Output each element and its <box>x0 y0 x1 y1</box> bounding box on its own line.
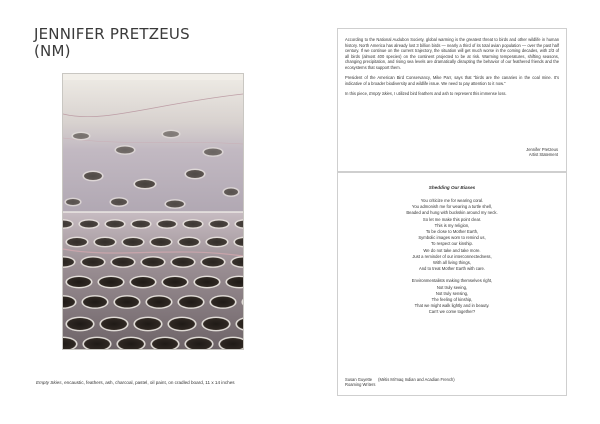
caption-details: , encaustic, feathers, ash, charcoal, pastel, oil paint, on cradled board, 11 x 14 inches <box>61 380 235 385</box>
artist-state: (NM) <box>34 42 71 60</box>
poem-line: Not truly seeing, <box>436 284 468 290</box>
poem-line: To be close to Mother Earth, <box>425 229 479 235</box>
artwork-image <box>62 73 244 350</box>
poem-author: Susan Guyette <box>345 377 373 382</box>
statement-paragraph-2: President of the American Bird Conservancy, Mike Parr, says that "birds are the canaries in the coal mine. It's indicative of a broader biodiversity and wildlife issue. We need to pay attention to it now." <box>345 75 559 86</box>
poem-line: This is my religion, <box>434 222 470 228</box>
poem-line: So let me make this point clear. <box>422 216 482 222</box>
poem-line: You admonish me for wearing a turtle shell, <box>411 204 493 210</box>
artist-statement-panel <box>337 28 567 172</box>
statement-p3-before: In this piece, <box>345 90 370 96</box>
artwork-caption <box>36 380 235 385</box>
poem-line: Environmentalists making themselves right, <box>411 278 493 284</box>
statement-p3-title: Empty Skies <box>369 90 392 96</box>
caption-title: Empty Skies <box>36 380 62 385</box>
poem-line: Symbolic images worn to remind us, <box>418 235 486 241</box>
artwork-painting <box>63 74 243 349</box>
poem-line: To respect our kinship. <box>431 241 473 247</box>
poem-line: Just a reminder of our interconnectedness, <box>412 253 492 259</box>
poem-line: Not truly sensing, <box>435 290 469 296</box>
poem-line: That we might walk lightly and in beauty. <box>414 303 490 309</box>
artist-name <box>34 26 190 60</box>
poem-line: The feeling of kinship, <box>431 297 473 303</box>
statement-p3-after: , I utilized bird feathers and ash to represent this immense loss. <box>391 90 507 96</box>
poem-author-tribe: (Métis Mi'maq Indian and Acadian French) <box>378 377 455 382</box>
poem-stanza-1 <box>345 198 559 272</box>
signature-role: Artist Statement <box>528 152 558 158</box>
poem-line: Can't we come together? <box>428 309 476 315</box>
poem-panel <box>337 172 567 396</box>
poem-line: And to treat Mother Earth with care. <box>418 266 486 272</box>
artist-name-text: JENNIFER PRETZEUS <box>34 25 190 43</box>
poem-line: We do not take and take more. <box>423 247 481 253</box>
poem-title: Shedding Our Biases <box>428 185 476 190</box>
statement-paragraph-1: According to the National Audubon Society, global warming is the greatest threat to birds and other wildlife in human history. North America has already lost 3 billion birds — nearly a third of its total avian population — over the past half century. If we continue on the current trajectory, the situation will get much worse in the coming decades, with 2/3 of all birds (almost 400 species) on the continent projected to be at risk. Warming temperatures, shifting seasons, changing precipitation, and rising sea levels are dramatically disrupting the behavior of our feathered friends and the ecosystems that support them. <box>345 37 559 70</box>
poem-credit <box>345 377 455 387</box>
signature-name: Jennifer Pretzeus <box>526 147 558 152</box>
poem-line: With all living things, <box>433 260 471 266</box>
poem-stanza-2 <box>345 278 559 315</box>
poem-line: You criticize me for wearing coral. <box>420 198 484 203</box>
statement-paragraph-3 <box>345 91 559 97</box>
statement-signature <box>526 147 558 158</box>
poem-line: Beaded and hung with buckskin around my neck. <box>406 210 498 216</box>
poem-organization: Roaming Writers <box>345 382 376 388</box>
